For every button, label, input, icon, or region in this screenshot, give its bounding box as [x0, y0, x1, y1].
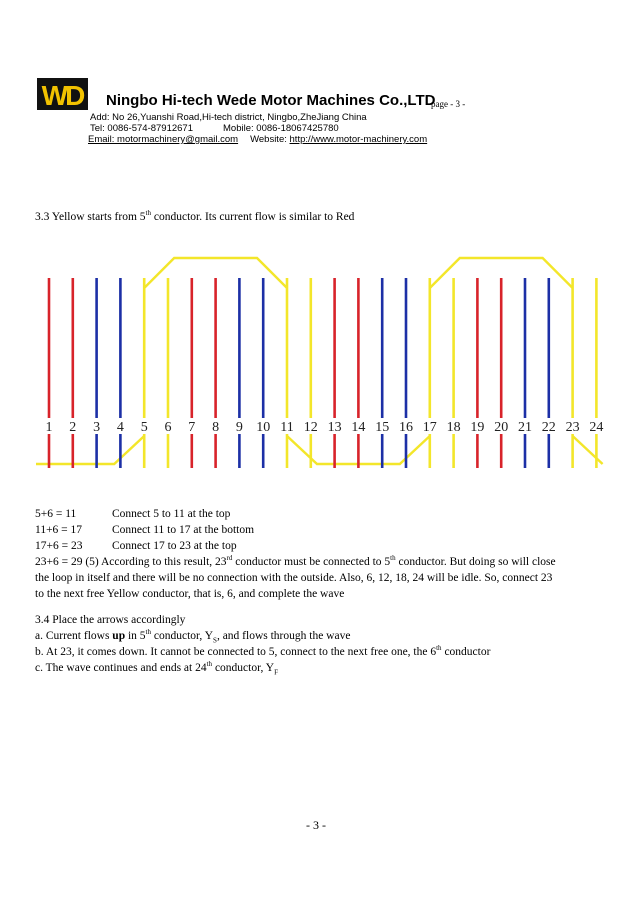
- conductor-number: 21: [518, 420, 532, 435]
- mobile: Mobile: 0086-18067425780: [223, 123, 339, 134]
- logo-text: WD: [41, 80, 83, 110]
- conductor-number: 15: [375, 420, 390, 435]
- conductor-number: 19: [470, 420, 485, 435]
- winding-diagram: [36, 236, 606, 486]
- conductor-number: 6: [164, 420, 172, 435]
- contact-web: [88, 134, 427, 145]
- step-c: c. The wave continues and ends at 24th conductor, $Y_F$: [35, 660, 278, 677]
- yellow-lead-out: [573, 436, 603, 464]
- conductor-number: 20: [494, 420, 509, 435]
- website-link[interactable]: http://www.motor-machinery.com: [289, 134, 428, 145]
- conductor-number: 14: [351, 420, 366, 435]
- conductor-number: 17: [422, 420, 437, 435]
- section-3-3-heading: 3.3 Yellow starts from 5th conductor. Its current flow is similar to Red: [35, 209, 355, 223]
- conductor-number: 5: [140, 420, 148, 435]
- tel: Tel: 0086-574-87912671: [90, 123, 194, 134]
- contact-phones: [90, 123, 339, 134]
- yellow-lead-in: [36, 436, 144, 464]
- conductor-number: 7: [188, 420, 196, 435]
- conductor-number: 1: [45, 420, 53, 435]
- email-link[interactable]: Email: motormachinery@gmail.com: [88, 134, 239, 145]
- conductor-number: 23: [565, 420, 580, 435]
- conductor-number: 13: [327, 420, 342, 435]
- company-logo: [37, 78, 88, 110]
- conductor-number: 10: [256, 420, 271, 435]
- step-b: b. At 23, it comes down. It cannot be connected to 5, connect to the next free one, the 6th conductor: [35, 644, 491, 658]
- conductor-number: 16: [399, 420, 413, 435]
- calc-line-5: the loop in itself and there will be no connection with the outside. Also, 6, 12, 18, 24 will be idle. So, connect 23: [35, 572, 553, 584]
- conductor-number: 22: [541, 420, 556, 435]
- section-3-4-heading: 3.4 Place the arrows accordingly: [35, 614, 186, 626]
- company-name: Ningbo Hi-tech Wede Motor Machines Co.,LTD: [106, 92, 436, 109]
- calc-line: 17+6 = 23 Connect 17 to 23 at the top: [35, 540, 237, 552]
- page-label: page - 3 -: [431, 99, 466, 109]
- conductor-number: 12: [303, 420, 318, 435]
- conductor-number: 11: [280, 420, 294, 435]
- conductor-number: 2: [69, 420, 77, 435]
- calc-line-4: 23+6 = 29 (5) According to this result, 23rd conductor must be connected to 5th conductor. But doing so will close: [35, 554, 556, 568]
- calc-line: 5+6 = 11 Connect 5 to 11 at the top: [35, 508, 231, 520]
- address-line: Add: No 26,Yuanshi Road,Hi-tech district, Ningbo,ZheJiang China: [90, 112, 367, 123]
- page-footer: - 3 -: [306, 818, 326, 832]
- step-a: a. Current flows up in 5th conductor, $Y_S$, and flows through the wave: [35, 628, 351, 645]
- conductor-number: 9: [235, 420, 243, 435]
- conductor-number: 8: [212, 420, 220, 435]
- conductor-number: 24: [589, 420, 604, 435]
- calc-line: 11+6 = 17 Connect 11 to 17 at the bottom: [35, 524, 255, 536]
- conductor-number: 3: [93, 420, 101, 435]
- website-label: Website:: [250, 134, 290, 145]
- conductor-number: 4: [116, 420, 124, 435]
- conductor-number: 18: [446, 420, 461, 435]
- calc-line-6: to the next free Yellow conductor, that is, 6, and complete the wave: [35, 588, 345, 600]
